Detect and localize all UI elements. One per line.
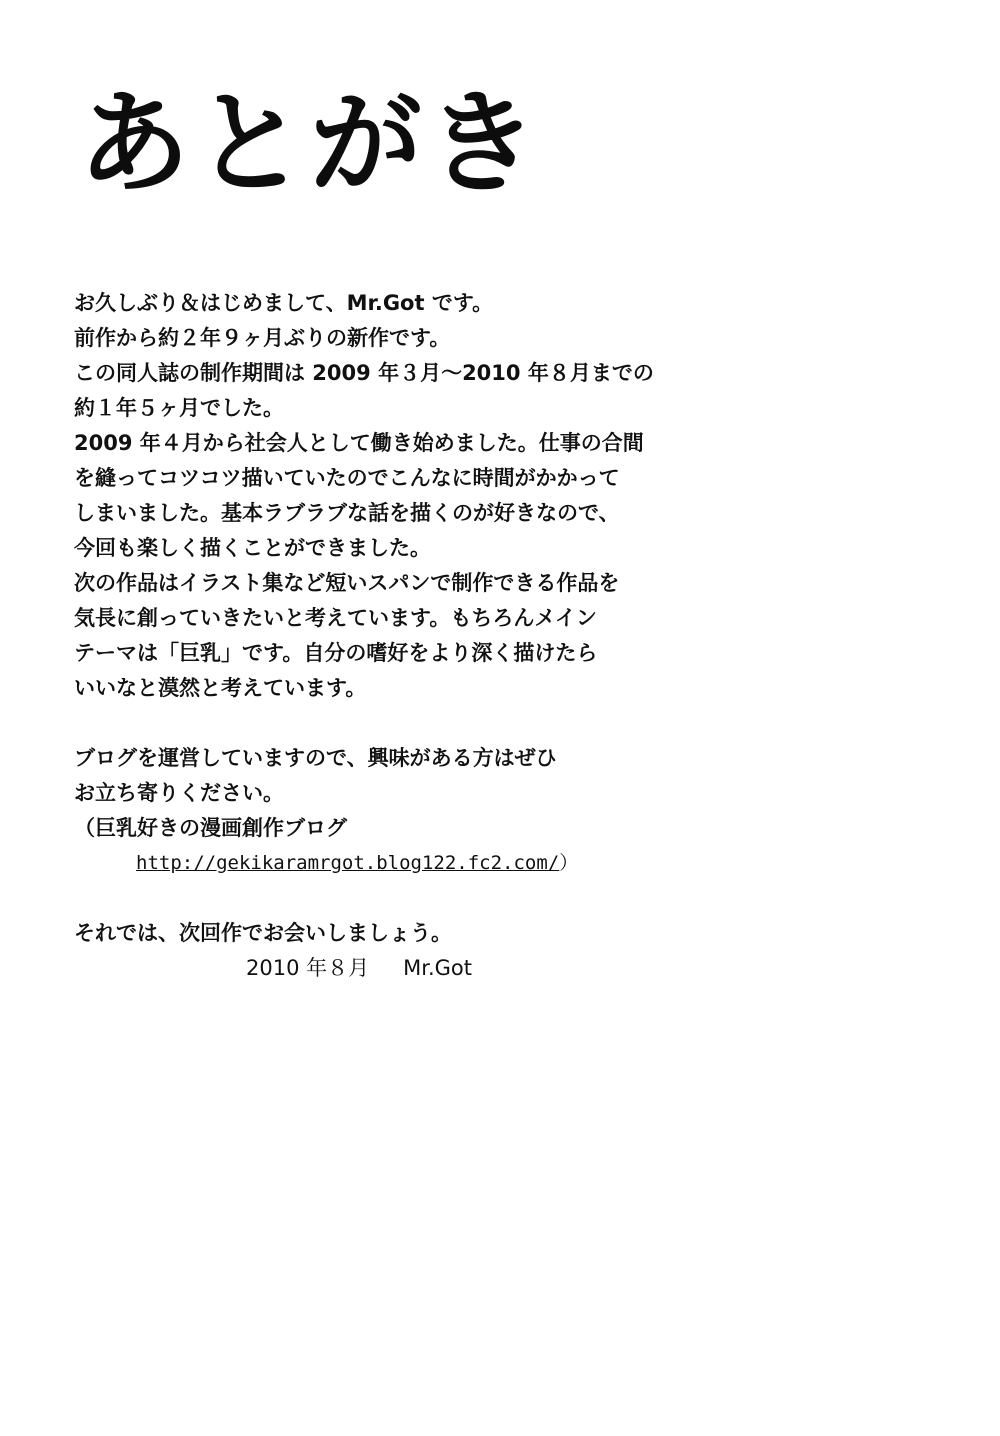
blog-name-line: （巨乳好きの漫画創作ブログ bbox=[74, 816, 347, 840]
paragraph-line: 2009 年４月から社会人として働き始めました。仕事の合間 bbox=[74, 431, 644, 455]
blog-url-line bbox=[74, 846, 974, 881]
paragraph-spacer bbox=[74, 881, 974, 916]
paragraph-line: 前作から約２年９ヶ月ぶりの新作です。 bbox=[74, 326, 451, 350]
page-title: あとがき bbox=[78, 79, 542, 209]
afterword-body bbox=[74, 286, 974, 986]
paragraph-line: テーマは「巨乳」です。自分の嗜好をより深く描けたら bbox=[74, 641, 598, 665]
paragraph-line: この同人誌の制作期間は 2009 年３月～2010 年８月までの bbox=[74, 361, 654, 385]
blog-intro-line: ブログを運営していますので、興味がある方はぜひ bbox=[74, 746, 557, 770]
closing-line: それでは、次回作でお会いしましょう。 bbox=[74, 921, 452, 945]
paragraph-spacer bbox=[74, 706, 974, 741]
paragraph-line: 気長に創っていきたいと考えています。もちろんメイン bbox=[74, 606, 597, 630]
url-close-paren: ） bbox=[559, 852, 579, 874]
blog-invite-line: お立ち寄りください。 bbox=[74, 781, 284, 805]
paragraph-line: しまいました。基本ラブラブな話を描くのが好きなので、 bbox=[74, 501, 620, 525]
paragraph-line: お久しぶり＆はじめまして、Mr.Got です。 bbox=[74, 291, 494, 315]
blog-url-link[interactable]: http://gekikaramrgot.blog122.fc2.com/ bbox=[136, 852, 560, 874]
paragraph-line: を縫ってコツコツ描いていたのでこんなに時間がかかって bbox=[74, 466, 620, 490]
signature-date: 2010 年８月 bbox=[246, 956, 370, 980]
paragraph-line: 今回も楽しく描くことができました。 bbox=[74, 536, 431, 560]
signature bbox=[74, 951, 974, 986]
signature-author: Mr.Got bbox=[403, 956, 472, 980]
paragraph-line: 約１年５ヶ月でした。 bbox=[74, 396, 284, 420]
paragraph-line: 次の作品はイラスト集など短いスパンで制作できる作品を bbox=[74, 571, 620, 595]
paragraph-line: いいなと漠然と考えています。 bbox=[74, 676, 367, 700]
